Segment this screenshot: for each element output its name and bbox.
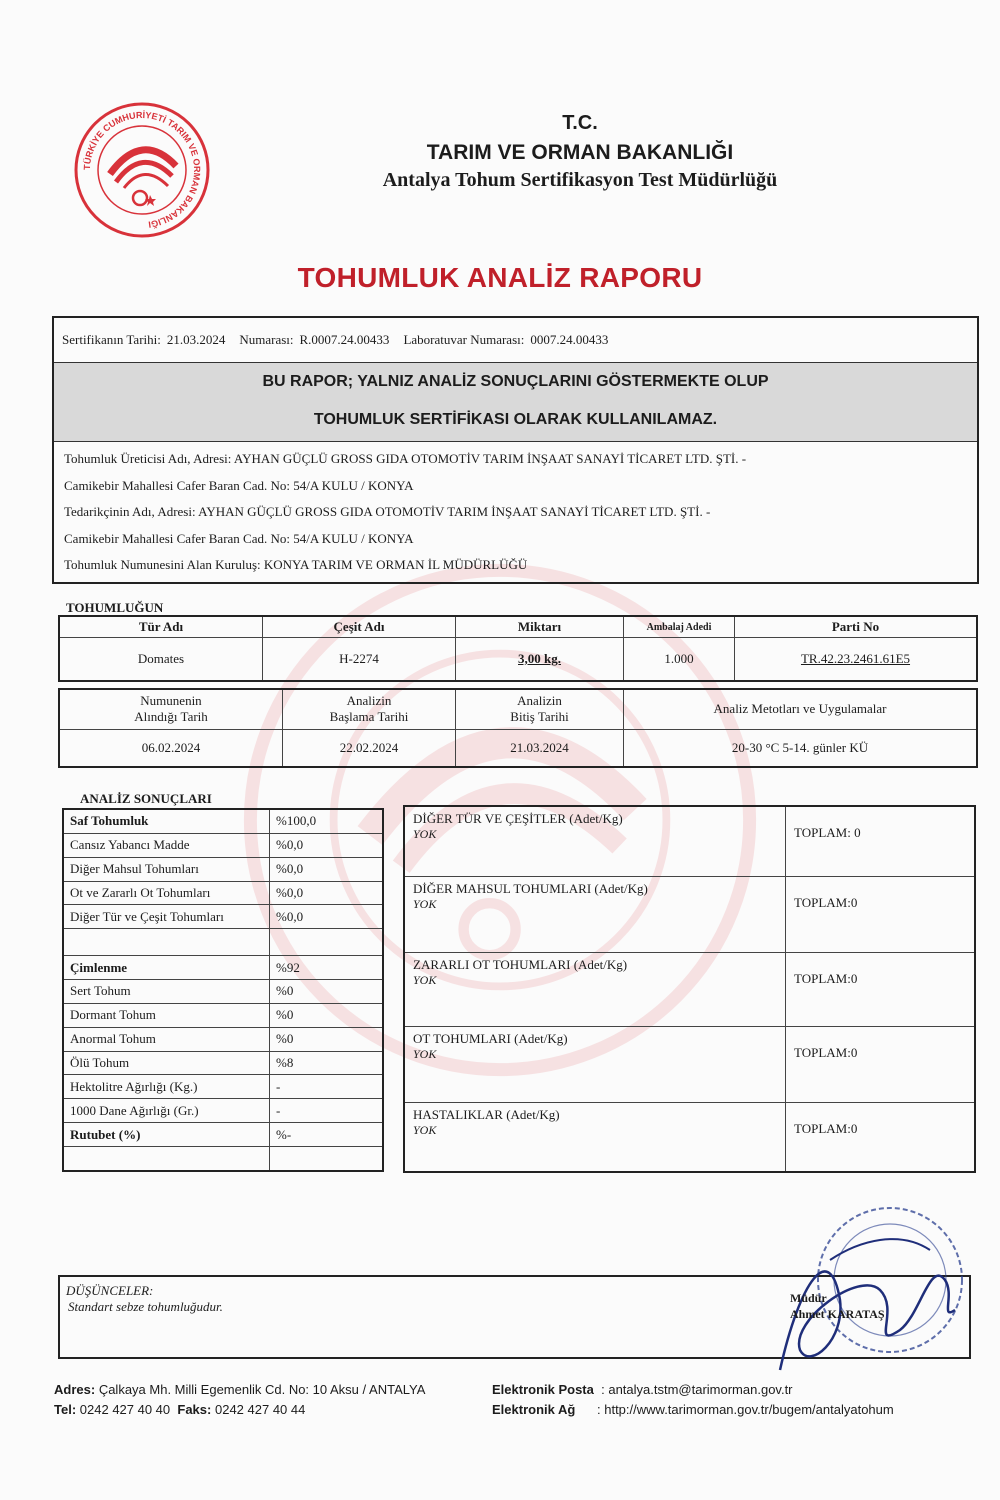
result-label: Anormal Tohum [63, 1027, 270, 1051]
result-spacer [270, 929, 384, 956]
ministry-seal-logo [72, 100, 212, 240]
seed-header-quantity: Miktarı [456, 616, 624, 638]
seed-variety: H-2274 [263, 638, 456, 682]
other-seeds-table [403, 805, 976, 1173]
seal-ring-text: TÜRKİYE CUMHURİYETİ TARIM VE ORMAN BAKANLIĞI [81, 109, 203, 230]
result-value: %0 [270, 1027, 384, 1051]
other-item-value: YOK [413, 1122, 437, 1137]
seed-section-label: TOHUMLUĞUN [66, 600, 164, 615]
header-tc: T.C. [562, 112, 598, 134]
footer-web [492, 1402, 894, 1417]
footer-web-link[interactable]: : http://www.tarimorman.gov.tr/bugem/antalyatohum [597, 1402, 894, 1417]
result-value: %0,0 [270, 857, 384, 881]
result-value: %0,0 [270, 833, 384, 857]
results-section-label: ANALİZ SONUÇLARI [80, 791, 212, 806]
certificate-box [52, 316, 979, 584]
signatory-role: Müdür [790, 1291, 827, 1305]
other-item-value: YOK [413, 896, 437, 911]
result-label: Hektolitre Ağırlığı (Kg.) [63, 1075, 270, 1099]
seed-table [58, 615, 978, 682]
footer-address [54, 1382, 425, 1397]
footer-tel-value: 0242 427 40 40 [79, 1402, 171, 1417]
result-label: Saf Tohumluk [63, 809, 270, 833]
cert-number: R.0007.24.00433 [299, 332, 390, 347]
end-date: 21.03.2024 [456, 729, 624, 767]
other-item-total: TOPLAM:0 [786, 1026, 976, 1102]
other-item-title: ZARARLI OT TOHUMLARI (Adet/Kg) [413, 956, 628, 972]
footer-email [492, 1382, 793, 1397]
footer-email-link[interactable]: : antalya.tstm@tarimorman.gov.tr [601, 1382, 793, 1397]
other-item [404, 1102, 786, 1172]
notice-line-1: BU RAPOR; YALNIZ ANALİZ SONUÇLARINI GÖSTERMEKTE OLUP [262, 373, 769, 390]
other-item-total: TOPLAM:0 [786, 952, 976, 1026]
other-item [404, 876, 786, 952]
notice-line-2: TOHUMLUK SERTİFİKASI OLARAK KULLANILAMAZ. [313, 411, 718, 428]
result-value: %0 [270, 980, 384, 1004]
other-item-value: YOK [413, 827, 437, 841]
start-date: 22.02.2024 [283, 729, 456, 767]
other-item-title: DİĞER MAHSUL TOHUMLARI (Adet/Kg) [413, 880, 648, 896]
other-item-total: TOPLAM:0 [786, 1102, 976, 1172]
result-value: %8 [270, 1051, 384, 1075]
lab-number-label: Laboratuvar Numarası: [403, 332, 525, 347]
result-value: %0,0 [270, 905, 384, 929]
report-title: TOHUMLUK ANALİZ RAPORU [297, 262, 703, 293]
cert-date: 21.03.2024 [166, 332, 226, 347]
end-date-header-a: Analizin [517, 693, 562, 709]
producer-line: Tohumluk Üreticisi Adı, Adresi: AYHAN GÜÇLÜ GROSS GIDA OTOMOTİV TARIM İNŞAAT SANAYİ TİCARET LTD. ŞTİ. - [64, 451, 747, 466]
seed-quantity: 3,00 kg. [456, 638, 624, 682]
footer-web-label: Elektronik Ağ [492, 1402, 576, 1417]
footer-phone [54, 1402, 305, 1417]
other-item-title: HASTALIKLAR (Adet/Kg) [413, 1106, 560, 1122]
start-date-header-b: Başlama Tarihi [329, 709, 409, 725]
result-value: - [270, 1075, 384, 1099]
footer-address-value: Çalkaya Mh. Milli Egemenlik Cd. No: 10 Aksu / ANTALYA [98, 1382, 426, 1397]
footer-email-label: Elektronik Posta [492, 1382, 594, 1397]
other-item-title: DİĞER TÜR VE ÇEŞİTLER (Adet/Kg) [413, 811, 623, 826]
methods-header: Analiz Metotları ve Uygulamalar [624, 689, 978, 729]
producer-address: Camikebir Mahallesi Cafer Baran Cad. No: 54/A KULU / KONYA [64, 477, 414, 493]
other-item-total: TOPLAM: 0 [786, 806, 976, 876]
sample-date-header [59, 689, 283, 729]
seed-packages: 1.000 [624, 638, 735, 682]
result-spacer [63, 1146, 270, 1171]
remarks-heading: DÜŞÜNCELER: [66, 1283, 154, 1298]
cert-date-label: Sertifikanın Tarihi: [62, 332, 161, 347]
analysis-dates-table [58, 688, 978, 768]
result-label: Dormant Tohum [63, 1003, 270, 1027]
other-item-total: TOPLAM:0 [786, 876, 976, 952]
cert-number-label: Numarası: [239, 332, 294, 347]
result-value: %0 [270, 1003, 384, 1027]
result-value: %100,0 [270, 809, 384, 833]
ministry-header [300, 112, 860, 192]
result-label: Ölü Tohum [63, 1051, 270, 1075]
result-spacer [63, 929, 270, 956]
result-value: %0,0 [270, 881, 384, 905]
signatory [790, 1290, 885, 1322]
signatory-name: Ahmet KARATAŞ [790, 1307, 885, 1321]
methods-value: 20-30 °C 5-14. günler KÜ [624, 729, 978, 767]
result-value: %- [270, 1123, 384, 1147]
result-value: %92 [270, 956, 384, 980]
footer-address-label: Adres: [54, 1382, 96, 1397]
other-item [404, 1026, 786, 1102]
analysis-results-table [62, 808, 384, 1172]
result-label: Diğer Tür ve Çeşit Tohumları [63, 905, 270, 929]
seed-header-packages: Ambalaj Adedi [624, 616, 735, 638]
seed-lot-number: TR.42.23.2461.61E5 [735, 638, 978, 682]
supplier-line: Tedarikçinin Adı, Adresi: AYHAN GÜÇLÜ GROSS GIDA OTOMOTİV TARIM İNŞAAT SANAYİ TİCARET LTD. ŞTİ. - [64, 504, 711, 519]
notice-banner [54, 362, 977, 442]
other-item [404, 806, 786, 876]
result-label: Sert Tohum [63, 980, 270, 1004]
end-date-header-b: Bitiş Tarihi [510, 709, 569, 725]
start-date-header [283, 689, 456, 729]
footer-fax-value: 0242 427 40 44 [214, 1402, 306, 1417]
other-item-value: YOK [413, 972, 437, 987]
sampler-line: Tohumluk Numunesini Alan Kuruluş: KONYA TARIM VE ORMAN İL MÜDÜRLÜĞÜ [64, 557, 528, 572]
result-value: - [270, 1099, 384, 1123]
remarks-text: Standart sebze tohumluğudur. [68, 1299, 223, 1314]
other-item-title: OT TOHUMLARI (Adet/Kg) [413, 1030, 568, 1046]
producer-info [54, 442, 977, 583]
result-label: Diğer Mahsul Tohumları [63, 857, 270, 881]
sample-date: 06.02.2024 [59, 729, 283, 767]
seed-header-lot: Parti No [735, 616, 978, 638]
header-ministry: TARIM VE ORMAN BAKANLIĞI [426, 141, 734, 164]
footer-fax-label: Faks: [177, 1402, 212, 1417]
result-spacer [270, 1146, 384, 1171]
result-label: Ot ve Zararlı Ot Tohumları [63, 881, 270, 905]
end-date-header [456, 689, 624, 729]
footer-tel-label: Tel: [54, 1402, 77, 1417]
supplier-address: Camikebir Mahallesi Cafer Baran Cad. No: 54/A KULU / KONYA [64, 530, 414, 546]
header-directorate: Antalya Tohum Sertifikasyon Test Müdürlüğü [382, 169, 778, 191]
start-date-header-a: Analizin [346, 693, 392, 709]
sample-date-header-b: Alındığı Tarih [134, 709, 208, 725]
result-label: 1000 Dane Ağırlığı (Gr.) [63, 1099, 270, 1123]
other-item-value: YOK [413, 1046, 437, 1061]
seed-header-variety: Çeşit Adı [263, 616, 456, 638]
seed-header-species: Tür Adı [59, 616, 263, 638]
result-label: Çimlenme [63, 956, 270, 980]
result-label: Cansız Yabancı Madde [63, 833, 270, 857]
svg-text:TÜRKİYE CUMHURİYETİ TARIM VE O [82, 110, 202, 230]
sample-date-header-a: Numunenin [140, 693, 202, 709]
result-label: Rutubet (%) [63, 1123, 270, 1147]
certificate-meta-row [54, 318, 977, 362]
lab-number: 0007.24.00433 [530, 332, 609, 347]
seed-species: Domates [59, 638, 263, 682]
other-item [404, 952, 786, 1026]
